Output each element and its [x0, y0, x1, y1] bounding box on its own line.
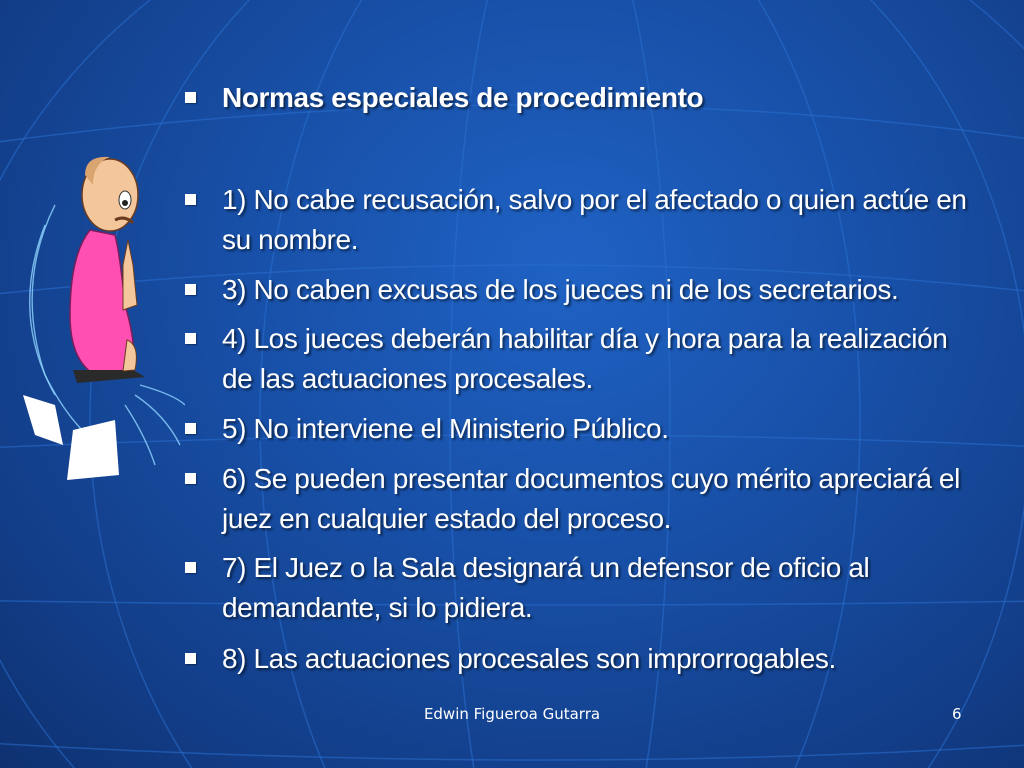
square-bullet-icon	[185, 333, 196, 344]
square-bullet-icon	[185, 194, 196, 205]
list-item-text: 6) Se pueden presentar documentos cuyo mérito apreciará el juez en cualquier estado del proceso.	[222, 463, 960, 534]
page-number: 6	[952, 705, 962, 723]
list-item	[185, 409, 982, 449]
heading-text: Normas especiales de procedimiento	[222, 82, 704, 113]
square-bullet-icon	[185, 92, 196, 103]
thinking-man-icon	[15, 145, 185, 485]
list-item-text: 3) No caben excusas de los jueces ni de los secretarios.	[222, 274, 899, 305]
list-item	[185, 639, 982, 679]
list-item	[185, 459, 982, 539]
list-item-text: 7) El Juez o la Sala designará un defensor de oficio al demandante, si lo pidiera.	[222, 552, 870, 623]
list-item	[185, 78, 982, 118]
list-item	[185, 548, 982, 628]
square-bullet-icon	[185, 562, 196, 573]
list-item-text: 8) Las actuaciones procesales son improrrogables.	[222, 643, 836, 674]
list-item-text: 5) No interviene el Ministerio Público.	[222, 413, 669, 444]
square-bullet-icon	[185, 473, 196, 484]
list-item	[185, 270, 982, 310]
list-item-text: 1) No cabe recusación, salvo por el afectado o quien actúe en su nombre.	[222, 184, 967, 255]
list-item	[185, 180, 982, 260]
footer-author: Edwin Figueroa Gutarra	[423, 705, 601, 723]
square-bullet-icon	[185, 653, 196, 664]
square-bullet-icon	[185, 284, 196, 295]
list-item	[185, 319, 982, 399]
list-item-text: 4) Los jueces deberán habilitar día y hora para la realización de las actuaciones procesales.	[222, 323, 948, 394]
square-bullet-icon	[185, 423, 196, 434]
